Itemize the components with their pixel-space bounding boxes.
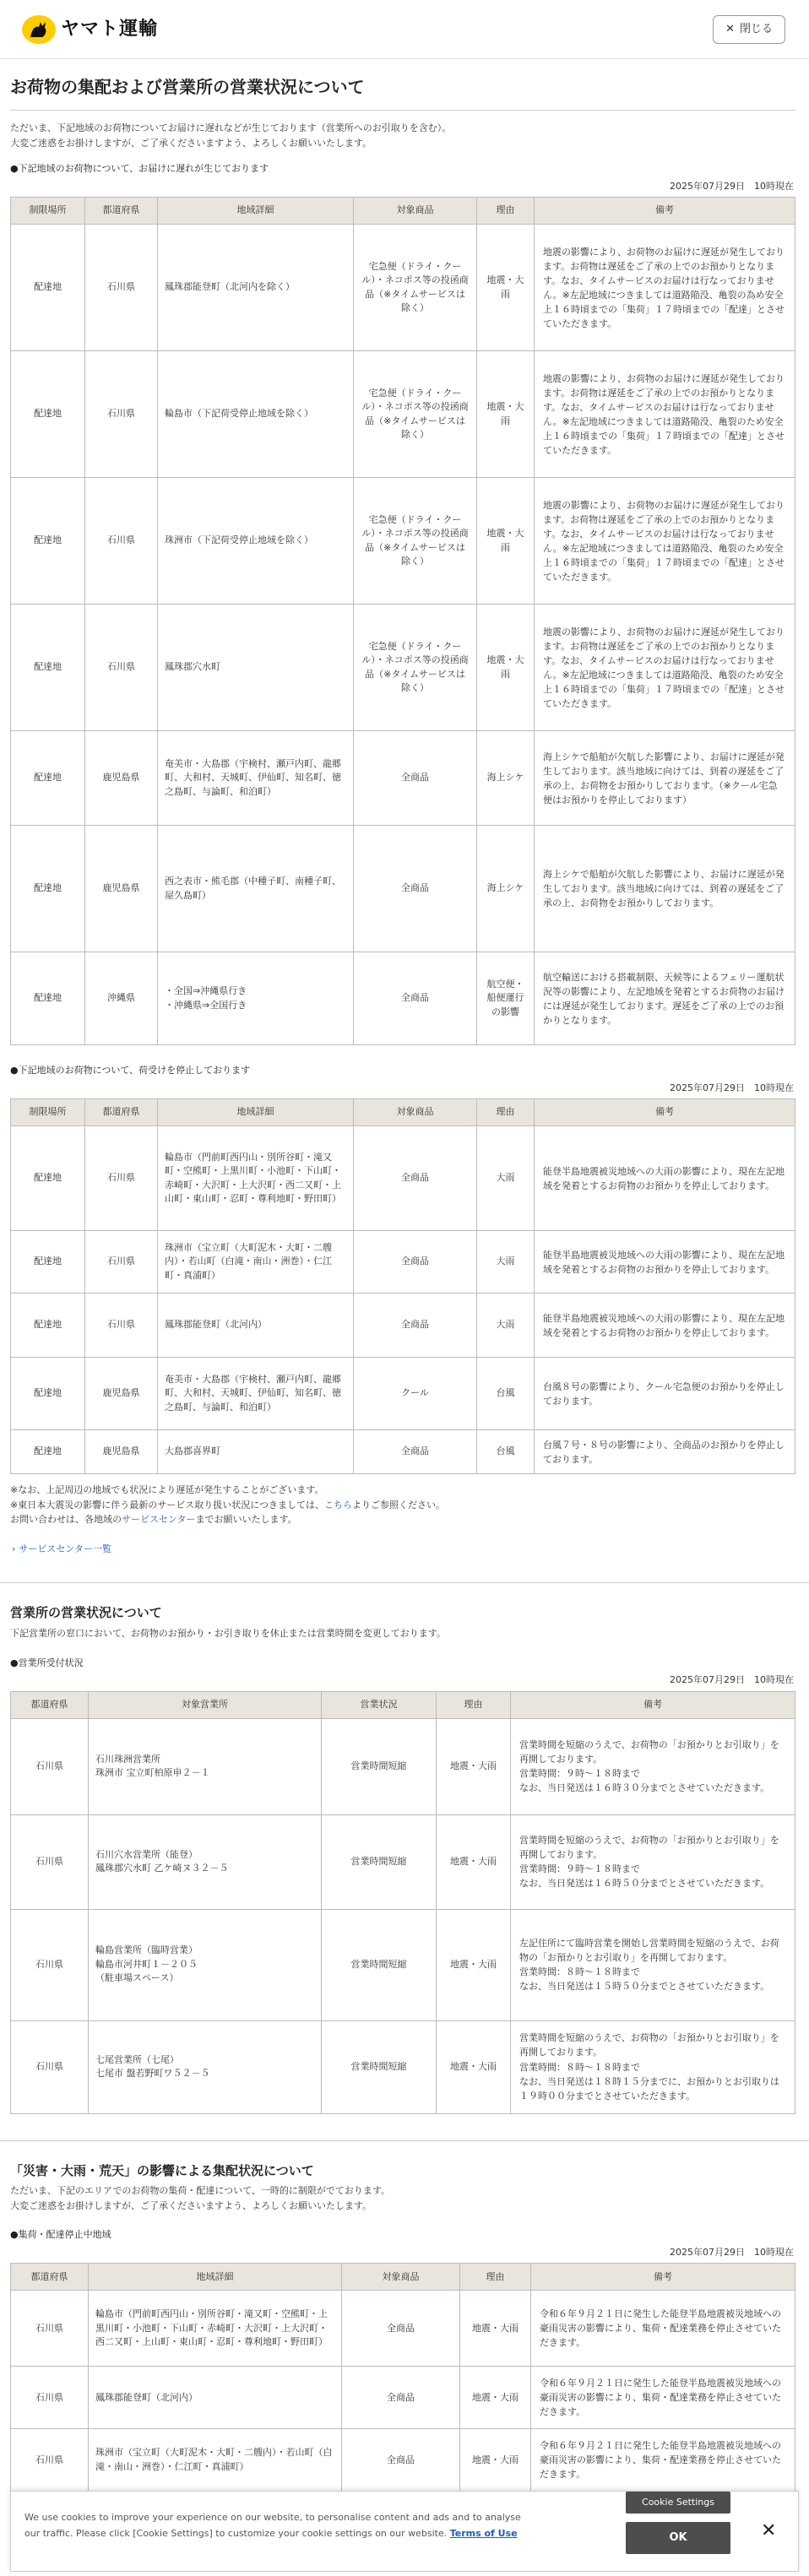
column-header: 都道府県: [85, 198, 158, 225]
table-row: [11, 1231, 795, 1293]
column-header: 対象営業所: [89, 1691, 322, 1718]
cell-remark: 能登半島地震被災地域への大雨の影響により、現在左記地域を発着とするお荷物のお預かりを停止しております。: [535, 1126, 795, 1231]
notes: [10, 1483, 795, 1527]
terms-of-use-link[interactable]: Terms of Use: [449, 2527, 518, 2539]
cell-area: 鳳珠郡能登町（北河内を除く）: [158, 225, 354, 351]
close-icon: ✕: [725, 22, 735, 35]
cell-reason: 地震・大雨: [477, 478, 535, 605]
cell-pref: 石川県: [85, 351, 158, 478]
cell-office: 石川穴水営業所（能登） 鳳珠郡穴水町 乙ケ崎ヌ３２－５: [89, 1814, 322, 1909]
cell-area: 輪島市（下記荷受停止地域を除く）: [158, 351, 354, 478]
cell-area: ・全国⇒沖縄県行き ・沖縄県⇒全国行き: [158, 952, 354, 1045]
column-header: 地域詳細: [89, 2264, 342, 2291]
cell-remark: 令和６年９月２１日に発生した能登半島地震被災地域への豪雨災害の影響により、集荷・配達業務を停止させていただきます。: [531, 2429, 795, 2492]
cell-office: 輪島営業所（臨時営業） 輪島市河井町１－２０５ （駐車場スペース）: [89, 1909, 322, 2020]
service-center-link[interactable]: サービスセンター: [122, 1514, 196, 1526]
column-header: 対象商品: [342, 2264, 460, 2291]
column-header: 備考: [535, 198, 795, 225]
cell-product: 全商品: [342, 2291, 460, 2367]
cell-place: 配達地: [11, 1126, 85, 1231]
disaster-desc-line: 大変ご迷惑をお掛けしますが、ご了承くださいますよう、よろしくお願いいたします。: [10, 2199, 372, 2211]
cell-place: 配達地: [11, 1231, 85, 1293]
office-section-title: 営業所の営業状況について: [10, 1605, 162, 1621]
table-row: [11, 1718, 795, 1814]
divider: [0, 2114, 809, 2141]
table-row: [11, 731, 795, 826]
black-cat-icon: [22, 15, 56, 44]
cell-product: 全商品: [354, 731, 477, 826]
cell-product: 全商品: [354, 1231, 477, 1293]
cell-area: 奄美市・大島郡（宇検村、瀬戸内町、龍郷町、大和村、天城町、伊仙町、知名町、徳之島町、与論町、和泊町）: [158, 1358, 354, 1430]
cookie-settings-button[interactable]: Cookie Settings: [626, 2492, 730, 2514]
cell-area: 輪島市（門前町西円山・別所谷町・滝又町・空熊町・上黒川町・小池町・下山町・赤崎町・大沢町・上大沢町・西二又町・上山町・東山町・忍町・尊利地町・野田町）: [89, 2291, 342, 2367]
table-row: [11, 478, 795, 605]
cell-place: 配達地: [11, 731, 85, 826]
cell-product: 全商品: [354, 1430, 477, 1474]
table-row: [11, 2367, 795, 2429]
cell-reason: 大雨: [477, 1293, 535, 1358]
cell-remark: 地震の影響により、お荷物のお届けに遅延が発生しております。お荷物は遅延をご了承の上でのお預かりとなります。なお、タイムサービスのお届けは行なっておりません。※左記地域につきましては道路陥没、亀裂の為め安全上１６時頃までの「集荷」１７時頃までの「配達」とさせていただきます。: [535, 225, 795, 351]
cell-office: 七尾営業所（七尾） 七尾市 盤若野町ワ５２－５: [89, 2020, 322, 2113]
cell-remark: 左記住所にて臨時営業を開始し営業時間を短縮のうえで、お荷物の「お預かりとお引取り」を再開しております。 営業時間：８時～１８時まで なお、当日発送は１５時５０分までとさせていただきます。: [511, 1909, 795, 2020]
cell-reason: 大雨: [477, 1126, 535, 1231]
cell-reason: 地震・大雨: [437, 1814, 511, 1909]
cell-place: 配達地: [11, 605, 85, 731]
close-icon[interactable]: ✕: [761, 2520, 777, 2541]
cell-remark: 令和６年９月２１日に発生した能登半島地震被災地域への豪雨災害の影響により、集荷・配達業務を停止させていただきます。: [531, 2367, 795, 2429]
main-content: [0, 74, 809, 2492]
table-row: [11, 826, 795, 952]
disaster-table-header: [11, 2264, 795, 2291]
cell-place: 配達地: [11, 826, 85, 952]
column-header: 理由: [477, 198, 535, 225]
cell-place: 配達地: [11, 1358, 85, 1430]
cell-pref: 石川県: [85, 605, 158, 731]
cell-pref: 石川県: [85, 478, 158, 605]
cell-pref: 石川県: [11, 1718, 89, 1814]
cookie-banner: [10, 2491, 799, 2572]
cell-pref: 石川県: [11, 2291, 89, 2367]
delay-heading: ●下記地域のお荷物について、お届けに遅れが生じております: [10, 163, 269, 175]
column-header: 備考: [531, 2264, 795, 2291]
column-header: 営業状況: [322, 1691, 437, 1718]
cell-area: 奄美市・大島郡（宇検村、瀬戸内町、龍郷町、大和村、天城町、伊仙町、知名町、徳之島町、与論町、和泊町）: [158, 731, 354, 826]
table-row: [11, 1909, 795, 2020]
table-row: [11, 2020, 795, 2113]
column-header: 対象商品: [354, 198, 477, 225]
cell-product: 宅急便（ドライ・クール）・ネコポス等の投函商品（※タイムサービスは除く）: [354, 225, 477, 351]
stop-table: [10, 1098, 795, 1474]
cell-product: 全商品: [354, 1293, 477, 1358]
cell-pref: 沖縄県: [85, 952, 158, 1045]
column-header: 備考: [511, 1691, 795, 1718]
table-row: [11, 1126, 795, 1231]
column-header: 対象商品: [354, 1099, 477, 1126]
delay-table-header: [11, 198, 795, 225]
cell-area: 珠洲市（下記荷受停止地域を除く）: [158, 478, 354, 605]
stop-asof: 2025年07月29日 10時現在: [670, 1082, 794, 1093]
cell-remark: 能登半島地震被災地域への大雨の影響により、現在左記地域を発着とするお荷物のお預かりを停止しております。: [535, 1231, 795, 1293]
cell-reason: 台風: [477, 1430, 535, 1474]
cell-product: 宅急便（ドライ・クール）・ネコポス等の投函商品（※タイムサービスは除く）: [354, 351, 477, 478]
column-header: 理由: [437, 1691, 511, 1718]
cell-remark: 航空輸送における搭載制限、天候等によるフェリー運航状況等の影響により、左記地域を発着とするお荷物のお届けには遅延が発生しております。遅延をご了承の上でのお預かりとなります。: [535, 952, 795, 1045]
column-header: 地域詳細: [158, 1099, 354, 1126]
cell-remark: 地震の影響により、お荷物のお届けに遅延が発生しております。お荷物は遅延をご了承の上でのお預かりとなります。なお、タイムサービスのお届けは行なっておりません。※左記地域につきましては道路陥没、亀裂のため安全上１６時頃までの「集荷」１７時頃までの「配達」とさせていただきます。: [535, 605, 795, 731]
page-title: お荷物の集配および営業所の営業状況について: [10, 74, 795, 111]
cell-remark: 地震の影響により、お荷物のお届けに遅延が発生しております。お荷物は遅延をご了承の上でのお預かりとなります。なお、タイムサービスのお届けは行なっておりません。※左記地域につきましては道路陥没、亀裂のため安全上１６時頃までの「集荷」１７時頃までの「配達」とさせていただきます。: [535, 478, 795, 605]
note-text: までお願いいたします。: [195, 1514, 297, 1526]
cookie-text: [24, 2510, 531, 2541]
cell-pref: 石川県: [11, 1909, 89, 2020]
service-center-list-label: サービスセンター一覧: [19, 1543, 111, 1554]
cell-product: 全商品: [354, 826, 477, 952]
cell-remark: 台風８号の影響により、クール宅急便のお預かりを停止しております。: [535, 1358, 795, 1430]
table-row: [11, 952, 795, 1045]
cell-reason: 地震・大雨: [477, 225, 535, 351]
note-line: [10, 1512, 795, 1527]
cell-place: 配達地: [11, 225, 85, 351]
disaster-section-title: 「災害・大雨・荒天」の影響による集配状況について: [10, 2162, 314, 2178]
cell-reason: 地震・大雨: [437, 1718, 511, 1814]
column-header: 理由: [477, 1099, 535, 1126]
cell-pref: 鹿児島県: [85, 826, 158, 952]
office-table: [10, 1691, 795, 2114]
cell-place: 配達地: [11, 478, 85, 605]
cell-place: 配達地: [11, 1293, 85, 1358]
note-text: よりご参照ください。: [352, 1499, 445, 1510]
cookie-ok-button[interactable]: OK: [626, 2522, 730, 2554]
disaster-asof: 2025年07月29日 10時現在: [670, 2246, 794, 2258]
cell-reason: 地震・大雨: [437, 1909, 511, 2020]
cell-status: 営業時間短縮: [322, 1718, 437, 1814]
column-header: 都道府県: [11, 1691, 89, 1718]
column-header: 都道府県: [11, 2264, 89, 2291]
cell-status: 営業時間短縮: [322, 1909, 437, 2020]
table-row: [11, 1358, 795, 1430]
cell-area: 鳳珠郡能登町（北河内）: [89, 2367, 342, 2429]
cell-remark: 営業時間を短縮のうえで、お荷物の「お預かりとお引取り」を再開しております。 営業時間：９時～１８時まで なお、当日発送は１６時５０分までとさせていただきます。: [511, 1814, 795, 1909]
cell-product: 宅急便（ドライ・クール）・ネコポス等の投函商品（※タイムサービスは除く）: [354, 605, 477, 731]
cell-place: 配達地: [11, 1430, 85, 1474]
cell-pref: 石川県: [11, 2429, 89, 2492]
column-header: 備考: [535, 1099, 795, 1126]
cell-reason: 地震・大雨: [477, 605, 535, 731]
cell-status: 営業時間短縮: [322, 2020, 437, 2113]
close-button[interactable]: [713, 15, 785, 44]
cell-area: 輪島市（門前町西円山・別所谷町・滝又町・空熊町・上黒川町・小池町・下山町・赤崎町・大沢町・上大沢町・西二又町・上山町・東山町・忍町・尊利地町・野田町）: [158, 1126, 354, 1231]
cell-remark: 令和６年９月２１日に発生した能登半島地震被災地域への豪雨災害の影響により、集荷・配達業務を停止させていただきます。: [531, 2291, 795, 2367]
cell-reason: 航空便・船便運行の影響: [477, 952, 535, 1045]
cell-reason: 海上シケ: [477, 826, 535, 952]
cell-area: 珠洲市（宝立町（大町泥木・大町・二艘内）・若山町（白滝・南山・洲巻）・仁江町・真浦町）: [89, 2429, 342, 2492]
table-row: [11, 351, 795, 478]
cell-reason: 台風: [477, 1358, 535, 1430]
cell-remark: 海上シケで船舶が欠航した影響により、お届けに遅延が発生しております。該当地域に向けては、到着の遅延をご了承の上、お荷物をお預かりしております。: [535, 826, 795, 952]
cell-remark: 台風７号・８号の影響により、全商品のお預かりを停止しております。: [535, 1430, 795, 1474]
cell-pref: 石川県: [11, 2367, 89, 2429]
note-line: [10, 1498, 795, 1513]
disaster-desc-line: ただいま、下記のエリアでのお荷物の集荷・配達について、一時的に制限がでております。: [10, 2185, 391, 2197]
column-header: 制限場所: [11, 198, 85, 225]
note-text: ※東日本大震災の影響に伴う最新のサービス取り扱い状況につきましては、: [10, 1499, 324, 1510]
cell-area: 大島郡喜界町: [158, 1430, 354, 1474]
cell-remark: 能登半島地震被災地域への大雨の影響により、現在左記地域を発着とするお荷物のお預かりを停止しております。: [535, 1293, 795, 1358]
delay-asof: 2025年07月29日 10時現在: [670, 180, 794, 192]
table-row: [11, 1293, 795, 1358]
cell-product: 宅急便（ドライ・クール）・ネコポス等の投函商品（※タイムサービスは除く）: [354, 478, 477, 605]
table-row: [11, 2291, 795, 2367]
cell-reason: 地震・大雨: [460, 2367, 531, 2429]
cell-area: 珠洲市（宝立町（大町泥木・大町・二艘内）・若山町（白滝・南山・洲巻）・仁江町・真浦町）: [158, 1231, 354, 1293]
lead-line: 大変ご迷惑をお掛けしますが、ご了承くださいますよう、よろしくお願いいたします。: [10, 137, 372, 149]
cell-status: 営業時間短縮: [322, 1814, 437, 1909]
column-header: 地域詳細: [158, 198, 354, 225]
stop-heading: ●下記地域のお荷物について、荷受けを停止しております: [10, 1065, 251, 1076]
column-header: 都道府県: [85, 1099, 158, 1126]
cell-pref: 石川県: [85, 1231, 158, 1293]
table-row: [11, 1430, 795, 1474]
cell-reason: 大雨: [477, 1231, 535, 1293]
cell-remark: 営業時間を短縮のうえで、お荷物の「お預かりとお引取り」を再開しております。 営業時間：９時～１８時まで なお、当日発送は１６時３０分までとさせていただきます。: [511, 1718, 795, 1814]
logo-text: ヤマト運輸: [61, 19, 159, 40]
disaster-section-desc: [10, 2183, 795, 2213]
table-row: [11, 605, 795, 731]
cell-reason: 地震・大雨: [460, 2291, 531, 2367]
office-section-desc: 下記営業所の窓口において、お荷物のお預かり・お引き取りを休止または営業時間を変更しております。: [10, 1627, 446, 1639]
cell-office: 石川珠洲営業所 珠洲市 宝立町柏原申２－１: [89, 1718, 322, 1814]
cell-product: 全商品: [342, 2367, 460, 2429]
cell-reason: 地震・大雨: [437, 2020, 511, 2113]
note-text: お問い合わせは、各地域の: [10, 1514, 122, 1526]
cell-remark: 海上シケで船舶が欠航した影響により、お届けに遅延が発生しております。該当地域に向けては、到着の遅延をご了承の上、お荷物をお預かりしております。（※クール宅急便はお預かりを停止しております）: [535, 731, 795, 826]
lead-text: [10, 121, 795, 150]
cell-product: 全商品: [354, 1126, 477, 1231]
cell-product: クール: [354, 1358, 477, 1430]
cell-remark: 地震の影響により、お荷物のお届けに遅延が発生しております。お荷物は遅延をご了承の上でのお預かりとなります。なお、タイムサービスのお届けは行なっておりません。※左記地域につきましては道路陥没、亀裂のため安全上１６時頃までの「集荷」１７時頃までの「配達」とさせていただきます。: [535, 351, 795, 478]
cell-area: 鳳珠郡能登町（北河内）: [158, 1293, 354, 1358]
cell-pref: 鹿児島県: [85, 1430, 158, 1474]
office-table-header: [11, 1691, 795, 1718]
column-header: 制限場所: [11, 1099, 85, 1126]
lead-line: ただいま、下記地域のお荷物についてお届けに遅れなどが生じております（営業所へのお引取りを含む）。: [10, 122, 452, 133]
note-line: ※なお、上記周辺の地域でも状況により遅延が発生することがございます。: [10, 1484, 324, 1496]
cell-pref: 鹿児島県: [85, 1358, 158, 1430]
cell-area: 西之表市・熊毛郡（中種子町、南種子町、屋久島町）: [158, 826, 354, 952]
cell-place: 配達地: [11, 351, 85, 478]
cell-pref: 石川県: [85, 225, 158, 351]
cell-remark: 営業時間を短縮のうえで、お荷物の「お預かりとお引取り」を再開しております。 営業時間：８時～１８時まで なお、当日発送は１８時１５分までに、お預かりとお引取りは１９時００分までとさせていただきます。: [511, 2020, 795, 2113]
cell-reason: 地震・大雨: [477, 351, 535, 478]
chevron-right-icon: ›: [12, 1543, 16, 1554]
column-header: 理由: [460, 2264, 531, 2291]
table-row: [11, 225, 795, 351]
disaster-table: [10, 2263, 795, 2492]
cell-reason: 海上シケ: [477, 731, 535, 826]
cell-product: 全商品: [354, 952, 477, 1045]
table-row: [11, 2429, 795, 2492]
office-asof: 2025年07月29日 10時現在: [670, 1674, 794, 1686]
disaster-heading: ●集荷・配達停止中地域: [10, 2229, 111, 2241]
stop-table-header: [11, 1099, 795, 1126]
cell-pref: 石川県: [11, 1814, 89, 1909]
office-heading: ●営業所受付状況: [10, 1657, 84, 1668]
delay-table: [10, 197, 795, 1045]
divider: [0, 1556, 809, 1583]
close-button-label: 閉じる: [739, 22, 773, 35]
cell-area: 鳳珠郡穴水町: [158, 605, 354, 731]
cell-place: 配達地: [11, 952, 85, 1045]
cell-pref: 石川県: [85, 1293, 158, 1358]
service-center-list-link[interactable]: [12, 1543, 795, 1557]
logo[interactable]: [22, 15, 158, 44]
kochira-link[interactable]: こちら: [324, 1499, 352, 1510]
header: [0, 0, 809, 59]
cell-pref: 鹿児島県: [85, 731, 158, 826]
cell-pref: 石川県: [85, 1126, 158, 1231]
table-row: [11, 1814, 795, 1909]
cookie-message: We use cookies to improve your experience on our website, to personalise content and ads and to analyse our traffic. Please click [Cookie Settings] to customize your cookie settings on our website.: [24, 2512, 521, 2539]
cell-reason: 地震・大雨: [460, 2429, 531, 2492]
cell-pref: 石川県: [11, 2020, 89, 2113]
cell-product: 全商品: [342, 2429, 460, 2492]
